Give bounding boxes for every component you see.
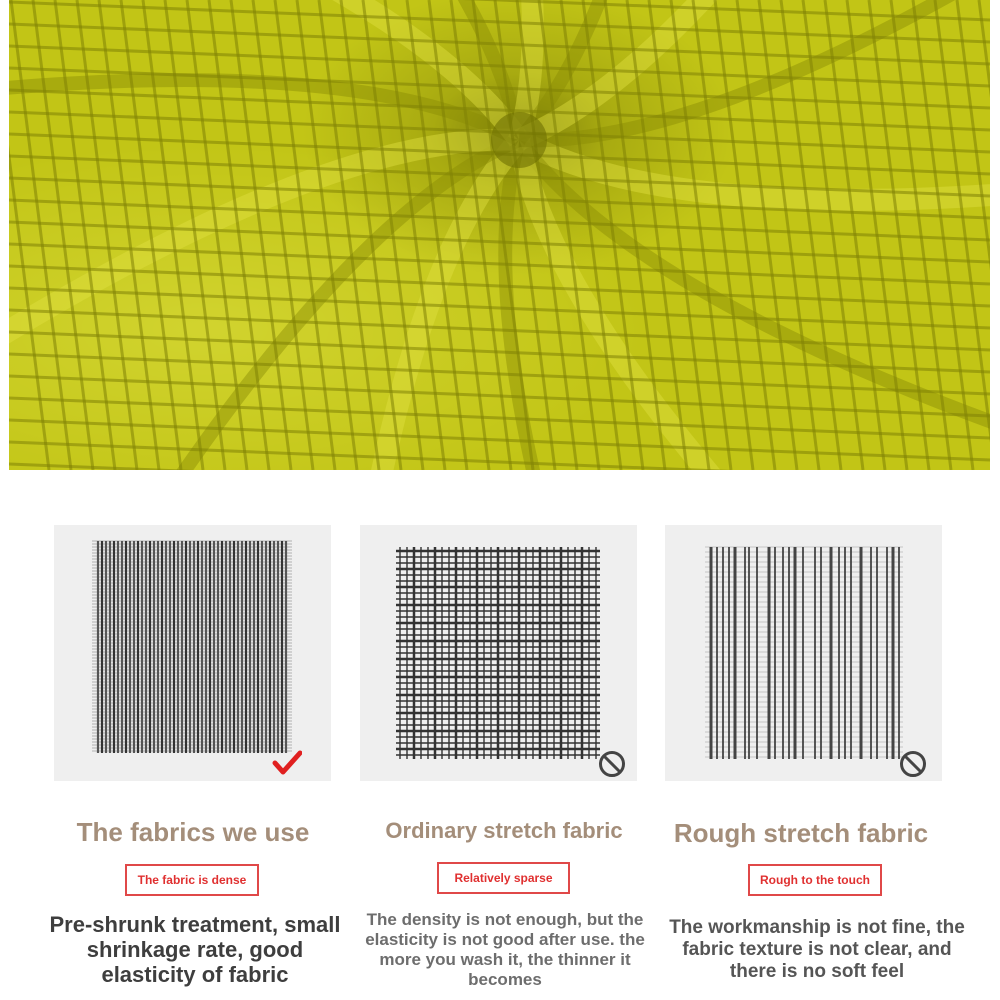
ordinary-fabric-badge: Relatively sparse: [437, 862, 570, 894]
prohibited-icon: [898, 749, 928, 779]
prohibited-icon: [597, 749, 627, 779]
fabric-photo: [9, 0, 990, 470]
fabric-texture: [9, 0, 990, 470]
rough-fabric-panel: [665, 525, 942, 781]
dense-fabric-badge: The fabric is dense: [125, 864, 259, 896]
rough-fabric-heading: Rough stretch fabric: [673, 818, 929, 848]
rough-weave-illustration: [665, 525, 942, 781]
dense-fabric-heading: The fabrics we use: [76, 817, 310, 847]
ordinary-fabric-heading: Ordinary stretch fabric: [385, 818, 623, 843]
dense-weave-illustration: [54, 525, 331, 781]
rough-fabric-description: The workmanship is not fine, the fabric texture is not clear, and there is no soft feel: [669, 917, 965, 982]
ordinary-fabric-panel: [360, 525, 637, 781]
ordinary-fabric-description: The density is not enough, but the elasticity is not good after use. the more you wash it, the thinner it becomes: [365, 910, 645, 989]
dense-fabric-panel: [54, 525, 331, 781]
dense-fabric-description: Pre-shrunk treatment, small shrinkage rate, good elasticity of fabric: [49, 912, 341, 987]
rough-fabric-badge: Rough to the touch: [748, 864, 882, 896]
checkmark-icon: [272, 748, 302, 778]
sparse-weave-illustration: [360, 525, 637, 781]
